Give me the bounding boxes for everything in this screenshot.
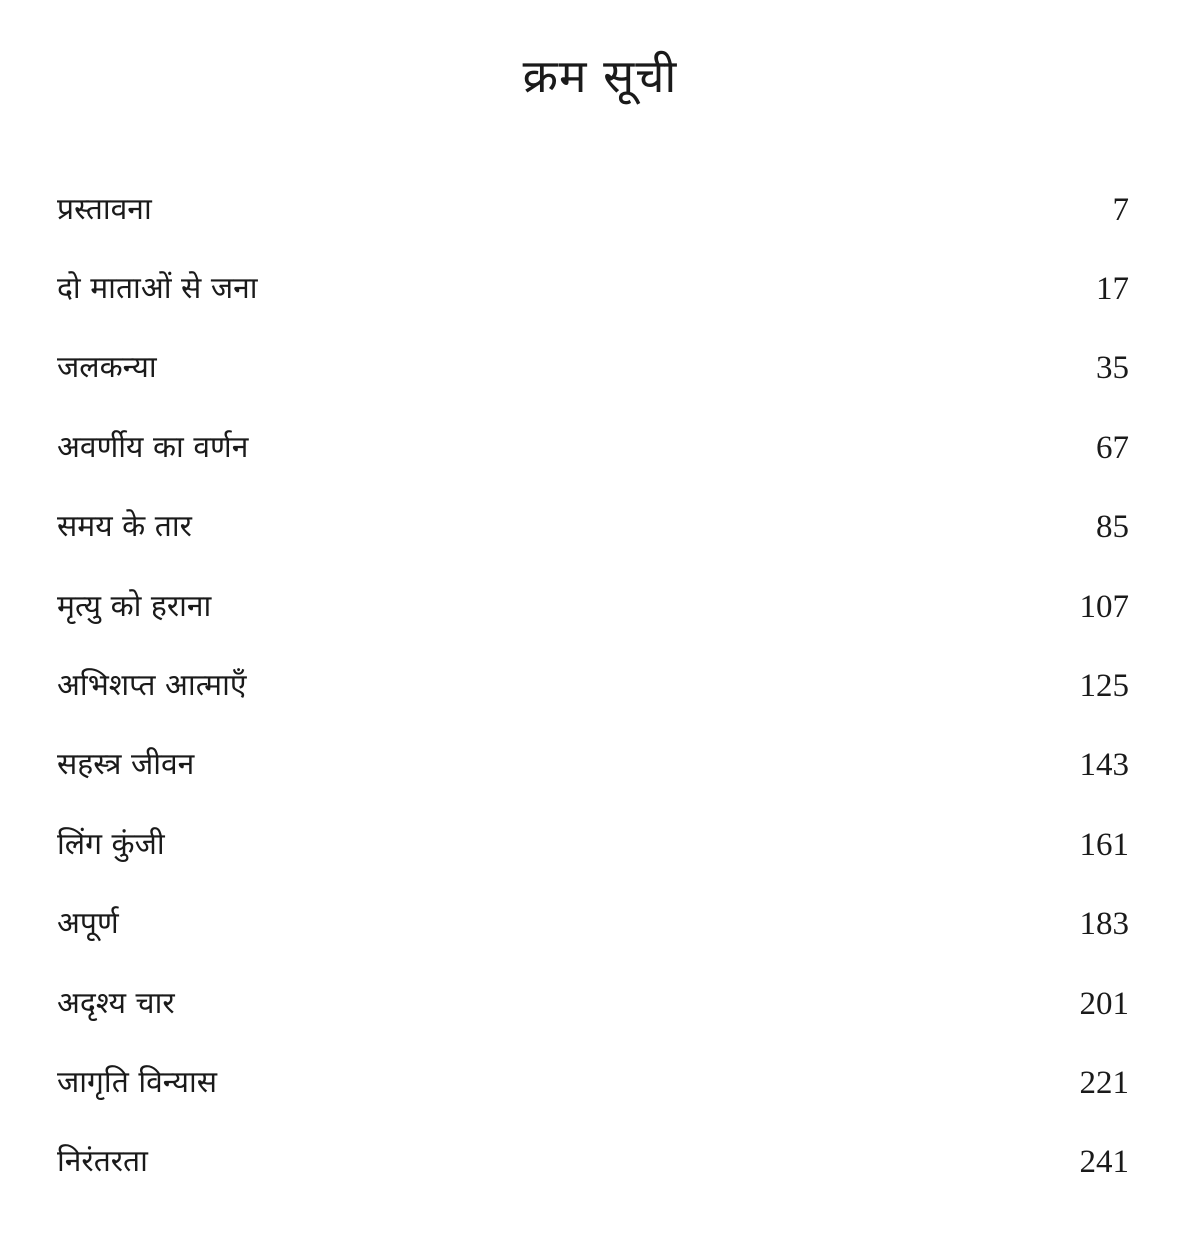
toc-entry	[57, 170, 1129, 249]
toc-entry	[57, 567, 1129, 646]
toc-entry	[57, 646, 1129, 725]
toc-entry-title: अपूर्ण	[57, 906, 119, 942]
toc-entry-page-number: 35	[1096, 350, 1129, 387]
toc-entry-title: प्रस्तावना	[57, 191, 152, 227]
page-title: क्रम सूची	[522, 49, 678, 103]
toc-entry	[57, 488, 1129, 567]
toc-entry-page-number: 107	[1079, 588, 1129, 625]
toc-entry-title: अवर्णीय का वर्णन	[57, 429, 249, 465]
toc-entry-page-number: 143	[1079, 747, 1129, 784]
toc-entry-title: जागृति विन्यास	[57, 1064, 218, 1100]
toc-entry-title: लिंग कुंजी	[57, 826, 165, 862]
toc-entry-page-number: 85	[1096, 509, 1129, 546]
toc-entry	[57, 249, 1129, 328]
toc-entry-page-number: 183	[1079, 906, 1129, 943]
toc-entry	[57, 1123, 1129, 1202]
toc-entry	[57, 1043, 1129, 1122]
toc-entry	[57, 408, 1129, 487]
toc-entry-page-number: 125	[1079, 668, 1129, 705]
toc-entry-title: निरंतरता	[57, 1144, 148, 1180]
toc-entry-title: अभिशप्त आत्माएँ	[57, 668, 247, 704]
toc-entry-title: मृत्यु को हराना	[57, 588, 212, 624]
toc-entry-page-number: 7	[1112, 191, 1129, 228]
toc-entry	[57, 329, 1129, 408]
toc-entry	[57, 964, 1129, 1043]
toc-entry	[57, 726, 1129, 805]
toc-entry-page-number: 201	[1079, 985, 1129, 1022]
toc-entry-title: समय के तार	[57, 509, 192, 545]
table-of-contents	[57, 170, 1129, 1202]
toc-entry-page-number: 17	[1096, 271, 1129, 308]
toc-entry-page-number: 221	[1079, 1064, 1129, 1101]
toc-entry-title: सहस्त्र जीवन	[57, 747, 195, 783]
toc-entry-page-number: 161	[1079, 826, 1129, 863]
toc-entry-page-number: 241	[1079, 1144, 1129, 1181]
toc-entry-page-number: 67	[1096, 429, 1129, 466]
toc-entry-title: दो माताओं से जना	[57, 271, 258, 307]
toc-entry	[57, 885, 1129, 964]
toc-entry-title: अदृश्य चार	[57, 985, 175, 1021]
toc-entry-title: जलकन्या	[57, 350, 157, 386]
toc-entry	[57, 805, 1129, 884]
